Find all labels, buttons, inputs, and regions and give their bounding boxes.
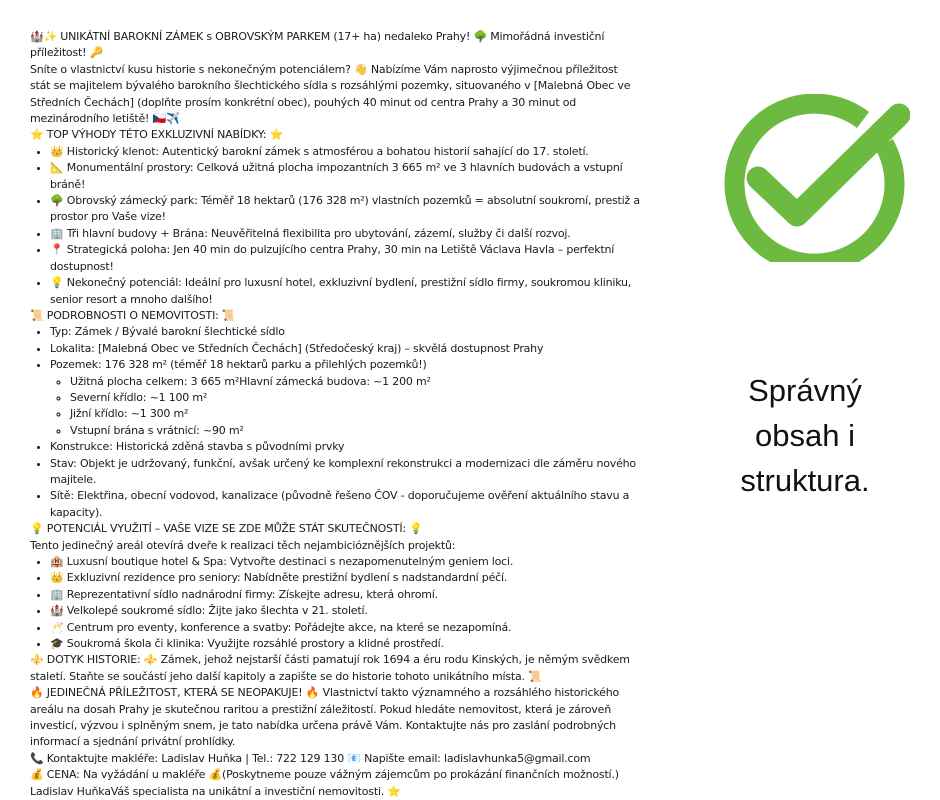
opportunity-paragraph: 🔥 JEDINEČNÁ PŘÍLEŽITOST, KTERÁ SE NEOPAKUJE! 🔥 Vlastnictví takto významného a rozsáhlého historického areálu na dosah Prahy je skutečnou raritou a prestižní záležitostí. Pokud hledáte nemovitost, která je zároveň investicí, výzvou i splněným snem, je tato nabídka určena právě Vám. Kontaktujte nás pro zaslání podrobných informací a sjednání privátní prohlídky.	[30, 686, 619, 749]
sub-list-item: ◦ Severní křídlo: ~1 100 m²	[70, 390, 640, 406]
verdict-text: Správný obsah i struktura.	[740, 373, 870, 498]
potential-list	[30, 554, 640, 652]
list-item: • 🏢 Tři hlavní budovy + Brána: Neuvěřitelná flexibilita pro ubytování, zázemí, služby či další rozvoj.	[50, 226, 640, 242]
price-line: 💰 CENA: Na vyžádání u makléře 💰(Poskytneme pouze vážným zájemcům po prokázání finančních možností.)	[30, 768, 619, 782]
list-item: • Stav: Objekt je udržovaný, funkční, avšak určený ke komplexní rekonstrukci a modernizaci dle záměru nového majitele.	[50, 456, 640, 489]
intro-paragraph: Sníte o vlastnictví kusu historie s nekonečným potenciálem? 👋 Nabízíme Vám naprosto výjimečnou příležitost stát se majitelem bývalého barokního šlechtického sídla s rozsáhlými pozemky, situovaného v [Malebná Obec ve Středních Čechách] (doplňte prosím konkrétní obec), pouhých 40 minut od centra Prahy a 30 minut od mezinárodního letiště! 🇨🇿✈️	[30, 62, 631, 126]
list-item: • 👑 Historický klenot: Autentický barokní zámek s atmosférou a bohatou historií sahající do 17. století.	[50, 144, 640, 160]
contact-line: 📞 Kontaktujte makléře: Ladislav Huňka | Tel.: 722 129 130 📧 Napište email: ladislavhunka5@gmail.com	[30, 751, 591, 765]
list-item: • 🏰 Velkolepé soukromé sídlo: Žijte jako šlechta v 21. století.	[50, 603, 640, 619]
list-item: • 👑 Exkluzivní rezidence pro seniory: Nabídněte prestižní bydlení s nadstandardní péčí.	[50, 570, 640, 586]
potential-heading: 💡 POTENCIÁL VYUŽITÍ – VAŠE VIZE SE ZDE MŮŽE STÁT SKUTEČNOSTÍ: 💡	[30, 522, 423, 536]
list-item: • 🥂 Centrum pro eventy, konference a svatby: Pořádejte akce, na které se nezapomíná.	[50, 620, 640, 636]
signature-line: Ladislav HuňkaVáš specialista na unikátní a investiční nemovitosti. ⭐	[30, 784, 401, 798]
land-area: Pozemek: 176 328 m² (téměř 18 hektarů parku a přilehlých pozemků!)	[50, 358, 427, 372]
list-item: • 🌳 Obrovský zámecký park: Téměř 18 hektarů (176 328 m²) vlastních pozemků = absolutní soukromí, prestiž a prostor pro Vaše vize!	[50, 193, 640, 226]
list-item: • 🎓 Soukromá škola či klinika: Využijte rozsáhlé prostory a klidné prostředí.	[50, 636, 640, 652]
list-item: • 💡 Nekonečný potenciál: Ideální pro luxusní hotel, exkluzivní bydlení, prestižní sídlo firmy, soukromou kliniku, senior resort a mnoho dalšího!	[50, 275, 640, 308]
sub-list-item: ◦ Jižní křídlo: ~1 300 m²	[70, 406, 640, 422]
history-paragraph: ⚜️ DOTYK HISTORIE: ⚜️ Zámek, jehož nejstarší části pamatují rok 1694 a éru rodu Kinských, je němým svědkem staletí. Staňte se součástí jeho další kapitoly a zapište se do historie tohoto unikátního místa. 📜	[30, 653, 630, 683]
advantages-list	[30, 144, 640, 308]
list-item: • 📍 Strategická poloha: Jen 40 min do pulzujícího centra Prahy, 30 min na Letiště Václava Havla – perfektní dostupnost!	[50, 242, 640, 275]
details-list	[30, 324, 640, 521]
list-item: • Typ: Zámek / Bývalé barokní šlechtické sídlo	[50, 324, 640, 340]
list-item: • Sítě: Elektřina, obecní vodovod, kanalizace (původně řešeno ČOV - doporučujeme ověření aktuálního stavu a kapacity).	[50, 488, 640, 521]
list-item: • Lokalita: [Malebná Obec ve Středních Čechách] (Středočeský kraj) – skvělá dostupnost Prahy	[50, 341, 640, 357]
list-item: • Konstrukce: Historická zděná stavba s původními prvky	[50, 439, 640, 455]
headline: 🏰✨ UNIKÁTNÍ BAROKNÍ ZÁMEK s OBROVSKÝM PARKEM (17+ ha) nedaleko Prahy! 🌳 Mimořádná investiční příležitost! 🔑	[30, 30, 605, 60]
advantages-heading: ⭐ TOP VÝHODY TÉTO EXKLUZIVNÍ NABÍDKY: ⭐	[30, 128, 284, 142]
sub-list-item: ◦ Vstupní brána s vrátnicí: ~90 m²	[70, 423, 640, 439]
listing-text	[30, 29, 640, 800]
potential-intro: Tento jedinečný areál otevírá dveře k realizaci těch nejambicióznějších projektů:	[30, 538, 456, 552]
check-circle-icon	[706, 94, 910, 262]
list-item: • 📐 Monumentální prostory: Celková užitná plocha impozantních 3 665 m² ve 3 hlavních budovách a vstupní bráně!	[50, 160, 640, 193]
list-item	[50, 357, 640, 439]
list-item: • 🏨 Luxusní boutique hotel & Spa: Vytvořte destinaci s nezapomenutelným geniem loci.	[50, 554, 640, 570]
sub-list-item: ◦ Užitná plocha celkem: 3 665 m²Hlavní zámecká budova: ~1 200 m²	[70, 374, 640, 390]
area-sublist	[50, 374, 640, 440]
list-item: • 🏢 Reprezentativní sídlo nadnárodní firmy: Získejte adresu, která ohromí.	[50, 587, 640, 603]
details-heading: 📜 PODROBNOSTI O NEMOVITOSTI: 📜	[30, 308, 236, 322]
